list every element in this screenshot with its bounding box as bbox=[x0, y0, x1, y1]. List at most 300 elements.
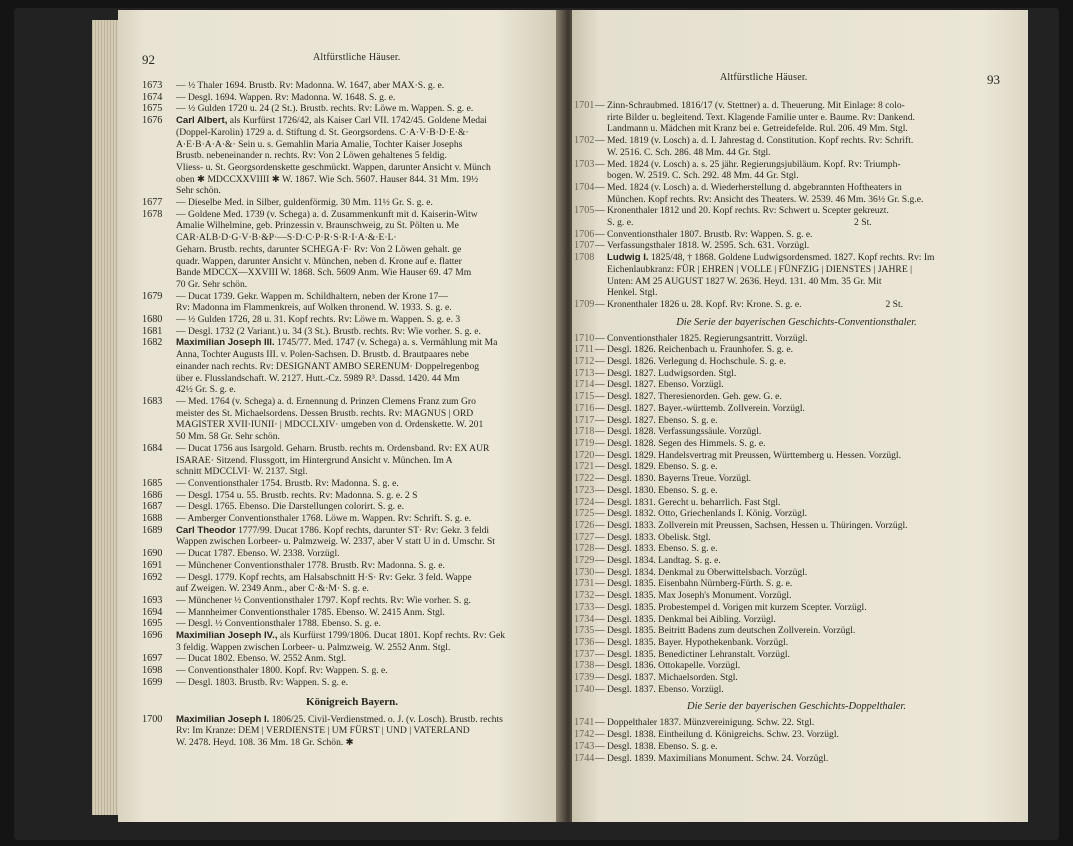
catalog-entry-line bbox=[574, 391, 1019, 403]
lot-number: 1737 bbox=[574, 648, 595, 660]
entry-text: — Amberger Conventionsthaler 1768. Löwe m. Wappen. Rv: Schrift. S. g. e. bbox=[176, 513, 472, 525]
dash-mark: — bbox=[595, 683, 605, 695]
catalog-entry-line bbox=[574, 508, 1019, 520]
entry-text: — Conventionsthaler 1800. Kopf. Rv: Wappen. S. g. e. bbox=[176, 665, 388, 677]
catalog-entry-line bbox=[142, 665, 562, 677]
catalog-entry-line bbox=[142, 572, 562, 584]
dash-mark: — bbox=[595, 414, 605, 426]
catalog-entry-line bbox=[574, 147, 1019, 159]
entry-text: Desgl. 1829. Handelsvertrag mit Preussen, Württemberg u. Hessen. Vorzügl. bbox=[607, 449, 901, 461]
dash-mark: — bbox=[595, 426, 605, 438]
catalog-entry-line bbox=[142, 314, 562, 326]
entry-text: — Desgl. 1754 u. 55. Brustb. rechts. Rv: Madonna. S. g. e. 2 S bbox=[176, 489, 418, 501]
dash-mark: — bbox=[595, 461, 605, 473]
entry-text: (Doppel-Karolin) 1729 a. d. Stiftung d. St. Georgsordens. C·A·V·B·D·E·&· bbox=[176, 126, 469, 138]
dash-mark: — bbox=[595, 740, 605, 752]
catalog-entry-line bbox=[574, 450, 1019, 462]
lot-number bbox=[574, 264, 595, 276]
entry-text: Doppelthaler 1837. Münzvereinigung. Schw. 22. Stgl. bbox=[607, 717, 815, 729]
dash-mark: — bbox=[595, 729, 605, 741]
entry-text: Desgl. 1828. Segen des Himmels. S. g. e. bbox=[607, 437, 766, 449]
entry-text: Desgl. 1827. Theresienorden. Geh. gew. G. e. bbox=[607, 391, 782, 403]
entry-text: S. g. e. 2 St. bbox=[607, 217, 872, 229]
lot-number: 1718 bbox=[574, 426, 595, 438]
entry-text: — Münchener ½ Conventionsthaler 1797. Kopf rechts. Rv: Wie vorher. S. g. bbox=[176, 594, 471, 606]
entry-text: meister des St. Michaelsordens. Dessen Brustb. rechts. Rv: MAGNUS | ORD bbox=[176, 407, 474, 419]
entry-text: Desgl. 1834. Landtag. S. g. e. bbox=[607, 555, 721, 567]
lot-number: 1713 bbox=[574, 367, 595, 379]
dash-mark bbox=[595, 112, 607, 124]
catalog-entry-line bbox=[574, 217, 1019, 229]
entry-text: Desgl. 1826. Reichenbach u. Fraunhofer. S. g. e. bbox=[607, 344, 793, 356]
lot-number: 1724 bbox=[574, 496, 595, 508]
entry-text: Desgl. 1828. Verfassungssäule. Vorzügl. bbox=[607, 426, 762, 438]
catalog-entry-line bbox=[574, 602, 1019, 614]
lot-number: 1683 bbox=[142, 395, 163, 407]
lot-number bbox=[142, 455, 176, 467]
lot-number bbox=[142, 127, 176, 139]
entry-text: ISARAE· Sitzend. Flussgott, im Hintergrund Ansicht v. München. Im A bbox=[176, 454, 453, 466]
lot-number bbox=[142, 220, 176, 232]
lot-number bbox=[142, 232, 176, 244]
lot-number: 1687 bbox=[142, 501, 163, 513]
lot-number bbox=[142, 150, 176, 162]
entry-text: Anna, Tochter Augusts III. v. Polen-Sachsen. D. Brustb. d. Brautpaares nebe bbox=[176, 349, 469, 361]
lot-number bbox=[142, 466, 176, 478]
lot-number bbox=[574, 287, 595, 299]
lot-number bbox=[142, 737, 176, 749]
lot-number: 1742 bbox=[574, 729, 595, 741]
entry-text: Desgl. 1831. Gerecht u. beharrlich. Fast Stgl. bbox=[607, 496, 781, 508]
catalog-entry-line bbox=[574, 567, 1019, 579]
entry-text: — Goldene Med. 1739 (v. Schega) a. d. Zusammenkunft mit d. Kaiserin-Witw bbox=[176, 208, 478, 220]
entry-text: Ludwig I. 1825/48, † 1868. Goldene Ludwigsordensmed. 1827. Kopf rechts. Rv: Im bbox=[607, 252, 935, 264]
lot-number bbox=[142, 431, 176, 443]
catalog-entry-line bbox=[574, 672, 1019, 684]
dash-mark: — bbox=[595, 437, 605, 449]
entry-text: A·E·B·A·A·&· Sein u. s. Gemahlin Maria Amalie, Tochter Kaiser Josephs bbox=[176, 138, 463, 150]
catalog-entry-line bbox=[574, 614, 1019, 626]
catalog-entry-line bbox=[574, 438, 1019, 450]
catalog-entry-line bbox=[142, 220, 562, 232]
catalog-entry-line bbox=[574, 729, 1019, 741]
lot-number: 1690 bbox=[142, 548, 163, 560]
entry-text: Kronenthaler 1826 u. 28. Kopf. Rv: Krone. S. g. e. 2 St. bbox=[607, 298, 904, 310]
dash-mark: — bbox=[595, 672, 605, 684]
dash-mark: — bbox=[595, 298, 605, 310]
entry-text: Med. 1824 (v. Losch) a. d. Wiederherstellung d. abgebrannten Hoftheaters in bbox=[607, 181, 902, 193]
entry-text: 3 feldig. Wappen zwischen Lorbeer- u. Palmzweig. W. 2552 Anm. Stgl. bbox=[176, 641, 451, 653]
catalog-entry-line bbox=[574, 333, 1019, 345]
lot-number: 1720 bbox=[574, 449, 595, 461]
entry-text: Wappen zwischen Lorbeer- u. Palmzweig. W. 2337, aber V statt U in d. Umschr. St bbox=[176, 536, 495, 548]
entry-text: Bande MDCCX—XXVIII W. 1868. Sch. 5609 Anm. Wie Hauser 69. 47 Mm bbox=[176, 267, 472, 279]
dash-mark: — bbox=[595, 508, 605, 520]
dash-mark: — bbox=[595, 566, 605, 578]
dash-mark: — bbox=[595, 473, 605, 485]
lot-number bbox=[574, 112, 595, 124]
entry-text: CAR·ALB·D·G·V·B·&P·—S·D·C·P·R·S·R·I·A·&·E·L· bbox=[176, 232, 397, 244]
lot-number: 1692 bbox=[142, 571, 163, 583]
dash-mark: — bbox=[595, 660, 605, 672]
entry-text: — Desgl. 1732 (2 Variant.) u. 34 (3 St.). Brustb. rechts. Rv: Wie vorher. S. g. e. bbox=[176, 325, 481, 337]
entry-text: MAGISTER XVII·IUNII· | MDCCLXIV· umgeben von d. Ordenskette. W. 201 bbox=[176, 419, 484, 431]
catalog-entry-line bbox=[142, 396, 562, 408]
catalog-entry-line bbox=[574, 684, 1019, 696]
dash-mark: — bbox=[595, 391, 605, 403]
entry-text: Maximilian Joseph III. 1745/77. Med. 1747 (v. Schega) a. s. Vermählung mit Ma bbox=[176, 337, 498, 349]
entry-text: Med. 1819 (v. Losch) a. d. I. Jahrestag d. Constitution. Kopf rechts. Rv: Schrift. bbox=[607, 135, 914, 147]
dash-mark: — bbox=[595, 402, 605, 414]
entry-text: Desgl. 1835. Benedictiner Lehranstalt. Vorzügl. bbox=[607, 648, 790, 660]
ruler-name: Maximilian Joseph I. bbox=[176, 713, 270, 725]
lot-number bbox=[142, 408, 176, 420]
catalog-entry-line bbox=[142, 548, 562, 560]
catalog-entry-line bbox=[574, 590, 1019, 602]
dash-mark: — bbox=[595, 379, 605, 391]
dash-mark bbox=[595, 217, 607, 229]
lot-number: 1722 bbox=[574, 473, 595, 485]
dash-mark: — bbox=[595, 484, 605, 496]
dash-mark bbox=[595, 287, 607, 299]
entry-group-c bbox=[574, 717, 1019, 764]
entry-text: Zinn-Schraubmed. 1816/17 (v. Stettner) a. d. Theuerung. Mit Einlage: 8 colo- bbox=[607, 100, 905, 111]
catalog-entry-line bbox=[574, 753, 1019, 765]
lot-number bbox=[142, 302, 176, 314]
entry-text: Desgl. 1835. Beitritt Badens zum deutschen Zollverein. Vorzügl. bbox=[607, 625, 856, 637]
entry-text: Desgl. 1837. Ebenso. Vorzügl. bbox=[607, 683, 724, 695]
entry-text: — Med. 1764 (v. Schega) a. d. Ernennung d. Prinzen Clemens Franz zum Gro bbox=[176, 395, 476, 407]
catalog-entry-line bbox=[142, 244, 562, 256]
entry-text: Verfassungsthaler 1818. W. 2595. Sch. 631. Vorzügl. bbox=[607, 240, 810, 252]
entry-group-a bbox=[574, 100, 1019, 311]
catalog-entry-line bbox=[574, 100, 1019, 112]
entry-text: Vliess- u. St. Georgsordenskette geschmückt. Wappen, darunter Ansicht v. Münch bbox=[176, 161, 491, 173]
catalog-entry-line bbox=[574, 415, 1019, 427]
lot-number bbox=[142, 139, 176, 151]
catalog-entry-line bbox=[574, 379, 1019, 391]
catalog-entry-line bbox=[574, 473, 1019, 485]
catalog-entry-line bbox=[142, 714, 562, 726]
catalog-entry-line bbox=[574, 461, 1019, 473]
lot-number: 1723 bbox=[574, 484, 595, 496]
dash-mark: — bbox=[595, 181, 605, 193]
lot-number bbox=[142, 725, 176, 737]
entry-text: Med. 1824 (v. Losch) a. s. 25 jähr. Regierungsjubiläum. Kopf. Rv: Triumph- bbox=[607, 158, 901, 170]
lot-number: 1728 bbox=[574, 543, 595, 555]
catalog-entry-line bbox=[142, 583, 562, 595]
lot-number: 1721 bbox=[574, 461, 595, 473]
entry-text: — Ducat 1739. Gekr. Wappen m. Schildhaltern, neben der Krone 17— bbox=[176, 290, 448, 302]
lot-number: 1678 bbox=[142, 208, 163, 220]
catalog-entry-line bbox=[142, 419, 562, 431]
catalog-entry-line bbox=[574, 532, 1019, 544]
dash-mark: — bbox=[595, 636, 605, 648]
catalog-entry-line bbox=[142, 653, 562, 665]
catalog-entry-line bbox=[142, 361, 562, 373]
catalog-entry-line bbox=[142, 455, 562, 467]
lot-number: 1704 bbox=[574, 181, 595, 193]
catalog-entry-line bbox=[142, 431, 562, 443]
dash-mark: — bbox=[595, 543, 605, 555]
dash-mark: — bbox=[595, 717, 605, 729]
catalog-entry-line bbox=[574, 368, 1019, 380]
entry-text: W. 2478. Heyd. 108. 36 Mm. 18 Gr. Schön. ✱ bbox=[176, 736, 354, 748]
catalog-entry-line bbox=[142, 115, 562, 127]
dash-mark: — bbox=[595, 228, 605, 240]
entry-text: Rv: Madonna im Flammenkreis, auf Wolken thronend. W. 1933. S. g. e. bbox=[176, 302, 452, 314]
lot-number bbox=[574, 217, 595, 229]
entry-text: Brustb. nebeneinander n. rechts. Rv: Von 2 Löwen gehaltenes 5 feldig. bbox=[176, 150, 447, 162]
catalog-entry-line bbox=[142, 607, 562, 619]
entry-text: — Desgl. 1765. Ebenso. Die Darstellungen colorirt. S. g. e. bbox=[176, 501, 405, 513]
catalog-entry-line bbox=[142, 174, 562, 186]
lot-number bbox=[142, 185, 176, 197]
lot-number: 1703 bbox=[574, 158, 595, 170]
catalog-entry-line bbox=[142, 373, 562, 385]
lot-number bbox=[142, 349, 176, 361]
lot-number bbox=[574, 147, 595, 159]
lot-number: 1701 bbox=[574, 100, 595, 111]
entry-text: einander nach rechts. Rv: DESIGNANT AMBO SERENUM· Doppelregenbog bbox=[176, 360, 480, 372]
lot-number: 1688 bbox=[142, 513, 163, 525]
entry-text: Eichenlaubkranz: FÜR | EHREN | VOLLE | FÜNFZIG | DIENSTES | JAHRE | bbox=[607, 263, 912, 275]
catalog-entry-line bbox=[142, 725, 562, 737]
lot-number: 1693 bbox=[142, 594, 163, 606]
ruler-name: Carl Albert, bbox=[176, 115, 228, 127]
entry-text: Desgl. 1827. Ebenso. Vorzügl. bbox=[607, 379, 724, 391]
dash-mark: — bbox=[595, 555, 605, 567]
catalog-entry-line bbox=[142, 630, 562, 642]
catalog-entry-line bbox=[574, 426, 1019, 438]
entry-text: Conventionsthaler 1807. Brustb. Rv: Wappen. S. g. e. bbox=[607, 228, 813, 240]
catalog-entry-line bbox=[142, 443, 562, 455]
catalog-entry-line bbox=[142, 302, 562, 314]
catalog-entry-line bbox=[142, 478, 562, 490]
lot-number bbox=[142, 162, 176, 174]
lot-number: 1734 bbox=[574, 613, 595, 625]
lot-number: 1674 bbox=[142, 91, 163, 103]
lot-number bbox=[142, 419, 176, 431]
entry-text: Desgl. 1838. Eintheilung d. Königreichs. Schw. 23. Vorzügl. bbox=[607, 729, 839, 741]
lot-number: 1740 bbox=[574, 683, 595, 695]
catalog-entry-line bbox=[142, 127, 562, 139]
entry-text: Desgl. 1833. Obelisk. Stgl. bbox=[607, 531, 711, 543]
entry-text: Desgl. 1837. Michaelsorden. Stgl. bbox=[607, 672, 738, 684]
catalog-entry-line bbox=[142, 337, 562, 349]
lot-number: 1739 bbox=[574, 672, 595, 684]
catalog-entry-line bbox=[574, 287, 1019, 299]
dash-mark: — bbox=[595, 367, 605, 379]
lot-number bbox=[574, 170, 595, 182]
lot-number bbox=[574, 276, 595, 288]
lot-number: 1677 bbox=[142, 197, 163, 209]
catalog-entry-line bbox=[574, 229, 1019, 241]
dash-mark bbox=[595, 264, 607, 276]
catalog-entry-line bbox=[574, 170, 1019, 182]
entry-text: — Ducat 1787. Ebenso. W. 2338. Vorzügl. bbox=[176, 548, 340, 560]
catalog-entry-line bbox=[142, 80, 562, 92]
entry-text: Maximilian Joseph I. 1806/25. Civil-Verdienstmed. o. J. (v. Losch). Brustb. rechts bbox=[176, 713, 503, 725]
entry-text: Unten: AM 25 AUGUST 1827 W. 2636. Heyd. 131. 40 Mm. 35 Gr. Mit bbox=[607, 275, 882, 287]
lot-number: 1716 bbox=[574, 402, 595, 414]
entry-text: Desgl. 1836. Ottokapelle. Vorzügl. bbox=[607, 660, 741, 672]
entry-text: — Desgl. ½ Conventionsthaler 1788. Ebenso. S. g. e. bbox=[176, 618, 381, 630]
entry-text: — Ducat 1756 aus Isargold. Geharn. Brustb. rechts m. Ordensband. Rv: EX AUR bbox=[176, 442, 490, 454]
lot-number: 1673 bbox=[142, 80, 163, 91]
entry-text: W. 2516. C. Sch. 286. 48 Mm. 44 Gr. Stgl. bbox=[607, 146, 771, 158]
right-page bbox=[572, 10, 1028, 822]
entry-text: rirte Bilder u. begleitend. Text. Klagende Familie unter e. Baume. Rv: Dankend. bbox=[607, 111, 915, 123]
entry-text: — Ducat 1802. Ebenso. W. 2552 Anm. Stgl. bbox=[176, 653, 347, 665]
entry-text: bogen. W. 2519. C. Sch. 292. 48 Mm. 44 Gr. Stgl. bbox=[607, 170, 799, 182]
dash-mark bbox=[595, 123, 607, 135]
ruler-name: Maximilian Joseph IV., bbox=[176, 630, 278, 642]
ruler-name: Carl Theodor bbox=[176, 524, 236, 536]
lot-number: 1711 bbox=[574, 344, 594, 356]
running-head: Altfürstliche Häuser. bbox=[720, 72, 808, 83]
dash-mark: — bbox=[595, 601, 605, 613]
entry-text: Desgl. 1833. Zollverein mit Preussen, Sachsen, Hessen u. Thüringen. Vorzügl. bbox=[607, 519, 908, 531]
catalog-entry-line bbox=[142, 349, 562, 361]
entry-text: Kronenthaler 1812 und 20. Kopf rechts. Rv: Schwert u. Scepter gekreuzt. bbox=[607, 205, 889, 217]
lot-number: 1714 bbox=[574, 379, 595, 391]
lot-number: 1680 bbox=[142, 314, 163, 326]
entry-text: Desgl. 1829. Ebenso. S. g. e. bbox=[607, 461, 718, 473]
catalog-entry-line bbox=[574, 264, 1019, 276]
dash-mark: — bbox=[595, 625, 605, 637]
dash-mark: — bbox=[595, 332, 605, 344]
lot-number bbox=[142, 642, 176, 654]
lot-number: 1699 bbox=[142, 676, 163, 688]
catalog-entry-line bbox=[142, 256, 562, 268]
entry-text: — ½ Gulden 1726, 28 u. 31. Kopf rechts. Rv: Löwe m. Wappen. S. g. e. 3 bbox=[176, 314, 461, 326]
lot-number: 1710 bbox=[574, 332, 595, 344]
dash-mark bbox=[595, 276, 607, 288]
lot-number: 1691 bbox=[142, 559, 163, 571]
ruler-name: Maximilian Joseph III. bbox=[176, 337, 275, 349]
entry-text: Desgl. 1835. Bayer. Hypothekenbank. Vorzügl. bbox=[607, 636, 789, 648]
lot-number: 1708 bbox=[574, 252, 595, 264]
entry-text: München. Kopf rechts. Rv: Ansicht des Theaters. W. 2539. 46 Mm. 36½ Gr. S.g.e. bbox=[607, 193, 924, 205]
entry-text: — Desgl. 1803. Brustb. Rv: Wappen. S. g. e. bbox=[176, 676, 348, 688]
catalog-entry-line bbox=[142, 197, 562, 209]
lot-number: 1717 bbox=[574, 414, 595, 426]
lot-number: 1679 bbox=[142, 290, 163, 302]
lot-number: 1712 bbox=[574, 356, 595, 368]
section-title: Königreich Bayern. bbox=[305, 695, 399, 708]
lot-number: 1702 bbox=[574, 135, 595, 147]
entry-text: — Dieselbe Med. in Silber, guldenförmig. 30 Mm. 11½ Gr. S. g. e. bbox=[176, 197, 433, 209]
lot-number bbox=[142, 174, 176, 186]
catalog-entry-line bbox=[142, 232, 562, 244]
lot-number: 1709 bbox=[574, 298, 595, 310]
series-title: Die Serie der bayerischen Geschichts-Conventionsthaler. bbox=[676, 316, 917, 328]
entry-text: — Desgl. 1779. Kopf rechts, am Halsabschnitt H·S· Rv: Gekr. 3 feld. Wappe bbox=[176, 571, 472, 583]
running-head: Altfürstliche Häuser. bbox=[313, 52, 401, 63]
lot-number: 1686 bbox=[142, 489, 163, 501]
lot-number: 1736 bbox=[574, 636, 595, 648]
dash-mark: — bbox=[595, 240, 605, 252]
lot-number bbox=[574, 123, 595, 135]
catalog-entry-line bbox=[574, 159, 1019, 171]
lot-number bbox=[142, 279, 176, 291]
lot-number bbox=[142, 267, 176, 279]
dash-mark: — bbox=[595, 344, 605, 356]
lot-number: 1706 bbox=[574, 228, 595, 240]
catalog-entry-line bbox=[142, 139, 562, 151]
catalog-entry-line bbox=[574, 543, 1019, 555]
dash-mark: — bbox=[595, 752, 605, 764]
dash-mark: — bbox=[595, 578, 605, 590]
catalog-entry-line bbox=[574, 135, 1019, 147]
entry-text: Desgl. 1839. Maximilians Monument. Schw. 24. Vorzügl. bbox=[607, 752, 829, 764]
dash-mark bbox=[595, 194, 607, 206]
lot-number: 1744 bbox=[574, 752, 595, 764]
entry-text: Desgl. 1835. Denkmal bei Aibling. Vorzügl. bbox=[607, 613, 776, 625]
catalog-entry-line bbox=[574, 741, 1019, 753]
lot-number bbox=[142, 244, 176, 256]
lot-number: 1707 bbox=[574, 240, 595, 252]
lot-number: 1705 bbox=[574, 205, 595, 217]
catalog-entry-line bbox=[142, 595, 562, 607]
entry-text: Desgl. 1830. Bayerns Treue. Vorzügl. bbox=[607, 473, 752, 485]
lot-number bbox=[142, 384, 176, 396]
catalog-entry-line bbox=[574, 123, 1019, 135]
entry-text: Sehr schön. bbox=[176, 185, 221, 197]
lot-number: 1685 bbox=[142, 477, 163, 489]
catalog-entry-line bbox=[574, 520, 1019, 532]
entry-text: Desgl. 1835. Max Joseph's Monument. Vorzügl. bbox=[607, 590, 792, 602]
entry-text: — ½ Thaler 1694. Brustb. Rv: Madonna. W. 1647, aber MAX·S. g. e. bbox=[176, 80, 445, 91]
lot-number: 1729 bbox=[574, 555, 595, 567]
lot-number bbox=[142, 583, 176, 595]
page-number: 93 bbox=[987, 72, 1000, 87]
lot-number: 1675 bbox=[142, 103, 163, 115]
entry-text: Amalie Wilhelmine, geb. Prinzessin v. Braunschweig, zu St. Pölten u. Me bbox=[176, 220, 459, 232]
dash-mark: — bbox=[595, 519, 605, 531]
dash-mark: — bbox=[595, 205, 605, 217]
catalog-entry-line bbox=[574, 497, 1019, 509]
catalog-entry-line bbox=[142, 560, 562, 572]
lot-number: 1684 bbox=[142, 442, 163, 454]
entry-text: Conventionsthaler 1825. Regierungsantritt. Vorzügl. bbox=[607, 332, 808, 344]
catalog-entry-line bbox=[142, 209, 562, 221]
catalog-entry-line bbox=[574, 717, 1019, 729]
entry-text: — Münchener Conventionsthaler 1778. Brustb. Rv: Madonna. S. g. e. bbox=[176, 559, 445, 571]
catalog-entry-line bbox=[574, 578, 1019, 590]
catalog-entry-line bbox=[142, 490, 562, 502]
entry-text: Henkel. Stgl. bbox=[607, 287, 658, 299]
entry-group-a bbox=[142, 80, 562, 689]
entry-text: Desgl. 1832. Otto, Griechenlands I. König. Vorzügl. bbox=[607, 508, 808, 520]
series-title: Die Serie der bayerischen Geschichts-Doppelthaler. bbox=[687, 701, 906, 713]
catalog-entry-line bbox=[142, 92, 562, 104]
catalog-entry-line bbox=[574, 625, 1019, 637]
entry-text: quadr. Wappen, darunter Ansicht v. München, neben d. Krone auf e. flatter bbox=[176, 255, 462, 267]
catalog-entry-line bbox=[574, 660, 1019, 672]
lot-number: 1681 bbox=[142, 325, 163, 337]
lot-number bbox=[142, 536, 176, 548]
catalog-entry-line bbox=[574, 403, 1019, 415]
entry-text: Desgl. 1835. Probestempel d. Vorigen mit kurzem Scepter. Vorzügl. bbox=[607, 601, 867, 613]
entry-text: Desgl. 1830. Ebenso. S. g. e. bbox=[607, 484, 718, 496]
catalog-entry-line bbox=[142, 642, 562, 654]
catalog-entry-line bbox=[142, 408, 562, 420]
entry-text: — ½ Gulden 1720 u. 24 (2 St.). Brustb. rechts. Rv: Löwe m. Wappen. S. g. e. bbox=[176, 103, 474, 115]
entry-text: Carl Albert, als Kurfürst 1726/42, als Kaiser Carl VII. 1742/45. Goldene Medai bbox=[176, 115, 487, 127]
dash-mark: — bbox=[595, 648, 605, 660]
